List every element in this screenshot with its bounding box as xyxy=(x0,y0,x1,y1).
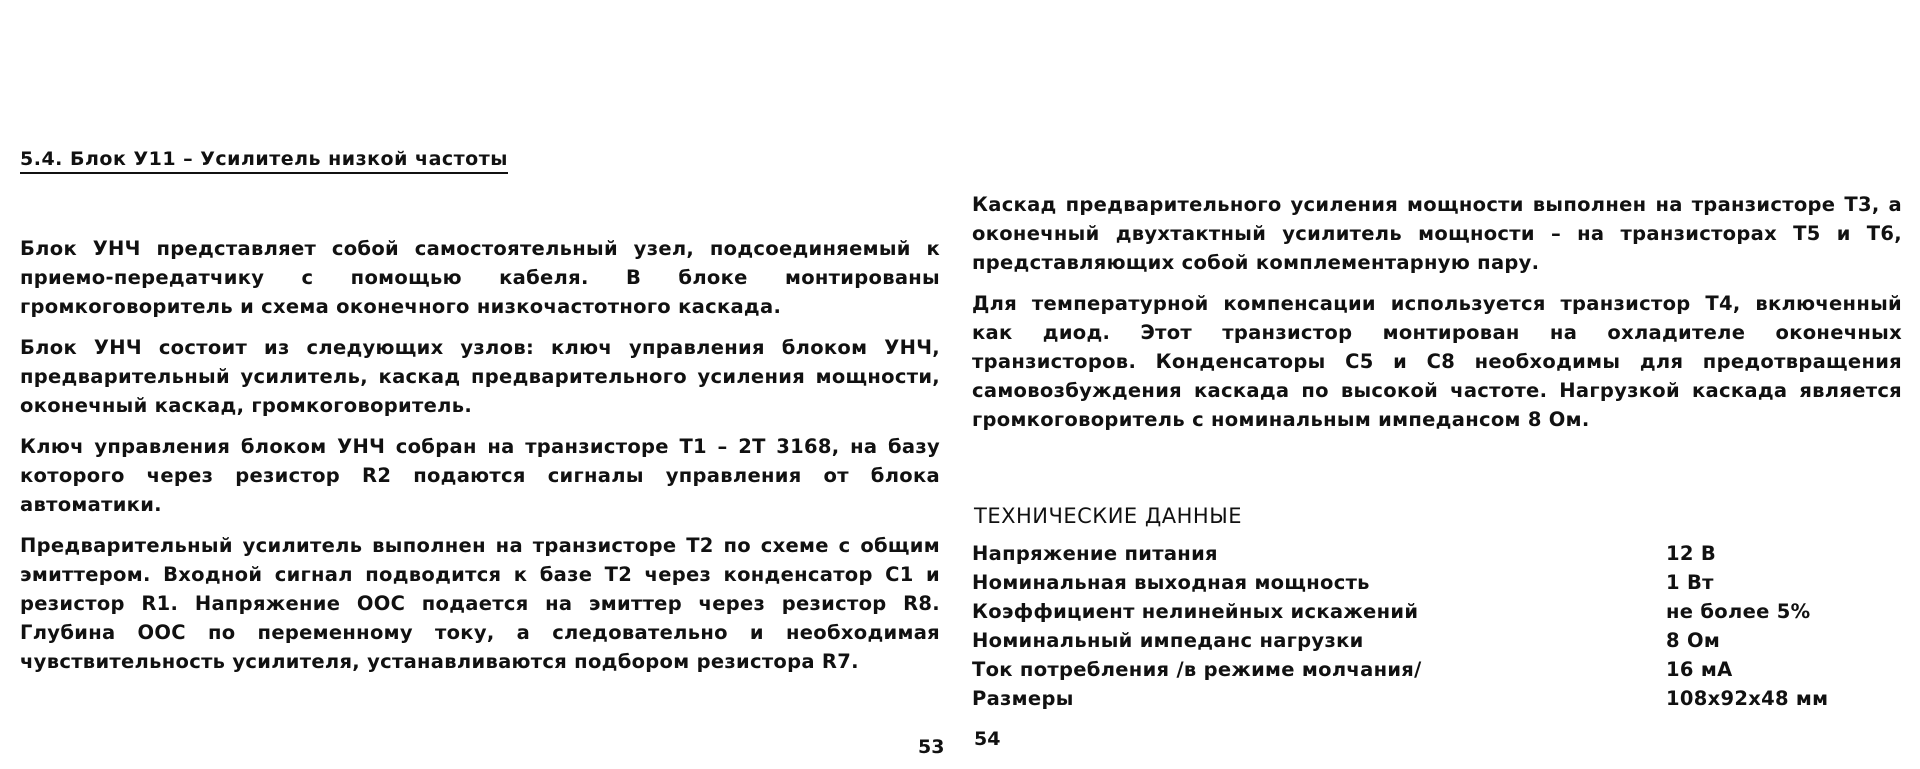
spec-row xyxy=(972,687,1828,716)
spec-name: Коэффициент нелинейных искажений xyxy=(972,600,1419,623)
spec-row xyxy=(972,542,1828,571)
page-number-right: 54 xyxy=(974,728,1001,750)
spec-name: Ток потребления /в режиме молчания/ xyxy=(972,658,1422,681)
paragraph-4: Предварительный усилитель выполнен на транзисторе Т2 по схеме с общим эмиттером. Входной сигнал подводится к базе Т2 через конденсатор С1 и резистор R1. Напряжение ООС подается на эмиттер через резистор R8. Глубина ООС по переменному току, а следовательно и необходимая чувствительность усилителя, устанавливаются подбором резистора R7. xyxy=(20,534,940,673)
spacer xyxy=(20,174,940,222)
spec-value: 8 Ом xyxy=(1666,629,1721,652)
spec-value: не более 5% xyxy=(1666,600,1811,623)
paragraph-2: Блок УНЧ состоит из следующих узлов: ключ управления блоком УНЧ, предварительный усилитель, каскад предварительного усиления мощности, оконечный каскад, громкоговоритель. xyxy=(20,336,940,417)
paragraph-5: Каскад предварительного усиления мощности выполнен на транзисторе Т3, а оконечный двухтактный усилитель мощности – на транзисторах Т5 и Т6, представляющих собой комплементарную пару. xyxy=(972,193,1902,274)
spec-name: Номинальная выходная мощность xyxy=(972,571,1370,594)
spec-row xyxy=(972,629,1828,658)
spec-value: 12 В xyxy=(1666,542,1716,565)
spec-name: Напряжение питания xyxy=(972,542,1218,565)
spec-value: 16 мА xyxy=(1666,658,1733,681)
spec-value: 1 Вт xyxy=(1666,571,1714,594)
spec-name: Размеры xyxy=(972,687,1074,710)
left-page xyxy=(20,148,940,676)
section-title: 5.4. Блок У11 – Усилитель низкой частоты xyxy=(20,148,508,174)
spec-table xyxy=(972,542,1828,716)
paragraph-1: Блок УНЧ представляет собой самостоятельный узел, подсоединяемый к приемо-передатчику с помощью кабеля. В блоке монтированы громкоговоритель и схема оконечного низкочастотного каскада. xyxy=(20,237,940,318)
spec-row xyxy=(972,658,1828,687)
paragraph-3: Ключ управления блоком УНЧ собран на транзисторе Т1 – 2Т 3168, на базу которого через резистор R2 подаются сигналы управления от блока автоматики. xyxy=(20,435,940,516)
right-page xyxy=(972,190,1902,716)
spec-row xyxy=(972,571,1828,600)
page-number-left: 53 xyxy=(918,736,945,758)
tech-data-title: ТЕХНИЧЕСКИЕ ДАННЫЕ xyxy=(974,504,1243,528)
paragraph-6: Для температурной компенсации используется транзистор Т4, включенный как диод. Этот транзистор монтирован на охладителе оконечных транзисторов. Конденсаторы С5 и С8 необходимы для предотвращения самовозбуждения каскада по высокой частоте. Нагрузкой каскада является громкоговоритель с номинальным импедансом 8 Ом. xyxy=(972,292,1902,431)
spec-row xyxy=(972,600,1828,629)
spec-name: Номинальный импеданс нагрузки xyxy=(972,629,1364,652)
spec-value: 108х92х48 мм xyxy=(1666,687,1829,710)
